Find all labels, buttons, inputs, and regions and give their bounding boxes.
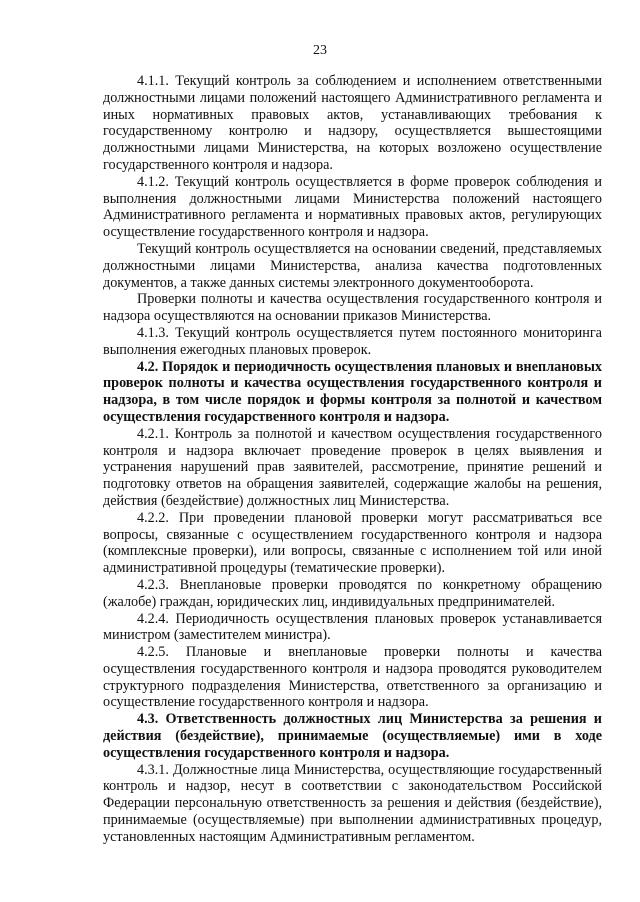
paragraph-4-2-5: 4.2.5. Плановые и внеплановые проверки полноты и качества осуществления государственного контроля и надзора проводятся руководителем структурного подразделения Министерства, ответственного за организацию и осуществление государственного контроля и надзора. [103, 644, 602, 711]
paragraph-4-2-3: 4.2.3. Внеплановые проверки проводятся по конкретному обращению (жалобе) граждан, юридических лиц, индивидуальных предпринимателей. [103, 576, 602, 610]
page-number: 23 [313, 43, 327, 58]
paragraph-4-1-1: 4.1.1. Текущий контроль за соблюдением и исполнением ответственными должностными лицами положений настоящего Административного регламента и иных нормативных правовых актов, устанавливающих требования к государственному контролю и надзору, осуществляется вышестоящими должностными лицами Министерства, на которых возложено осуществление государственного контроля и надзора. [103, 73, 602, 173]
paragraph-4-2-4: 4.2.4. Периодичность осуществления плановых проверок устанавливается министром (заместителем министра). [103, 610, 602, 644]
paragraph-4-1-2: 4.1.2. Текущий контроль осуществляется в форме проверок соблюдения и выполнения должностными лицами Министерства положений настоящего Административного регламента и нормативных правовых актов, регулирующих осуществление государственного контроля и надзора. [103, 173, 602, 241]
paragraph-4-2-2: 4.2.2. При проведении плановой проверки могут рассматриваться все вопросы, связанные с осуществлением государственного контроля и надзора (комплексные проверки), или вопросы, связанные с исполнением той или иной административной процедуры (тематические проверки). [103, 509, 602, 577]
section-heading-4-2: 4.2. Порядок и периодичность осуществления плановых и внеплановых проверок полноты и качества осуществления государственного контроля и надзора, в том числе порядок и формы контроля за полнотой и качеством осуществления государственного контроля и надзора. [103, 358, 602, 425]
section-heading-4-3: 4.3. Ответственность должностных лиц Министерства за решения и действия (бездействие), принимаемые (осуществляемые) ими в ходе осуществления государственного контроля и надзора. [103, 711, 602, 761]
paragraph-4-1-3: 4.1.3. Текущий контроль осуществляется путем постоянного мониторинга выполнения ежегодных плановых проверок. [103, 324, 602, 358]
document-body [103, 73, 602, 846]
paragraph-inspections-orders: Проверки полноты и качества осуществления государственного контроля и надзора осуществляются на основании приказов Министерства. [103, 291, 602, 325]
paragraph-4-3-1: 4.3.1. Должностные лица Министерства, осуществляющие государственный контроль и надзор, несут в соответствии с законодательством Российской Федерации персональную ответственность за решения и действия (бездействие), принимаемые (осуществляемые) при выполнении административных процедур, установленных настоящим Административным регламентом. [103, 761, 602, 845]
paragraph-current-control-basis: Текущий контроль осуществляется на основании сведений, представляемых должностными лицами Министерства, анализа качества подготовленных документов, а также данных системы электронного документооборота. [103, 240, 602, 291]
paragraph-4-2-1: 4.2.1. Контроль за полнотой и качеством осуществления государственного контроля и надзора включает проведение проверок в целях выявления и устранения нарушений прав заявителей, рассмотрение, принятие решений и подготовку ответов на обращения заявителей, содержащие жалобы на решения, действия (бездействие) должностных лиц Министерства. [103, 425, 602, 509]
